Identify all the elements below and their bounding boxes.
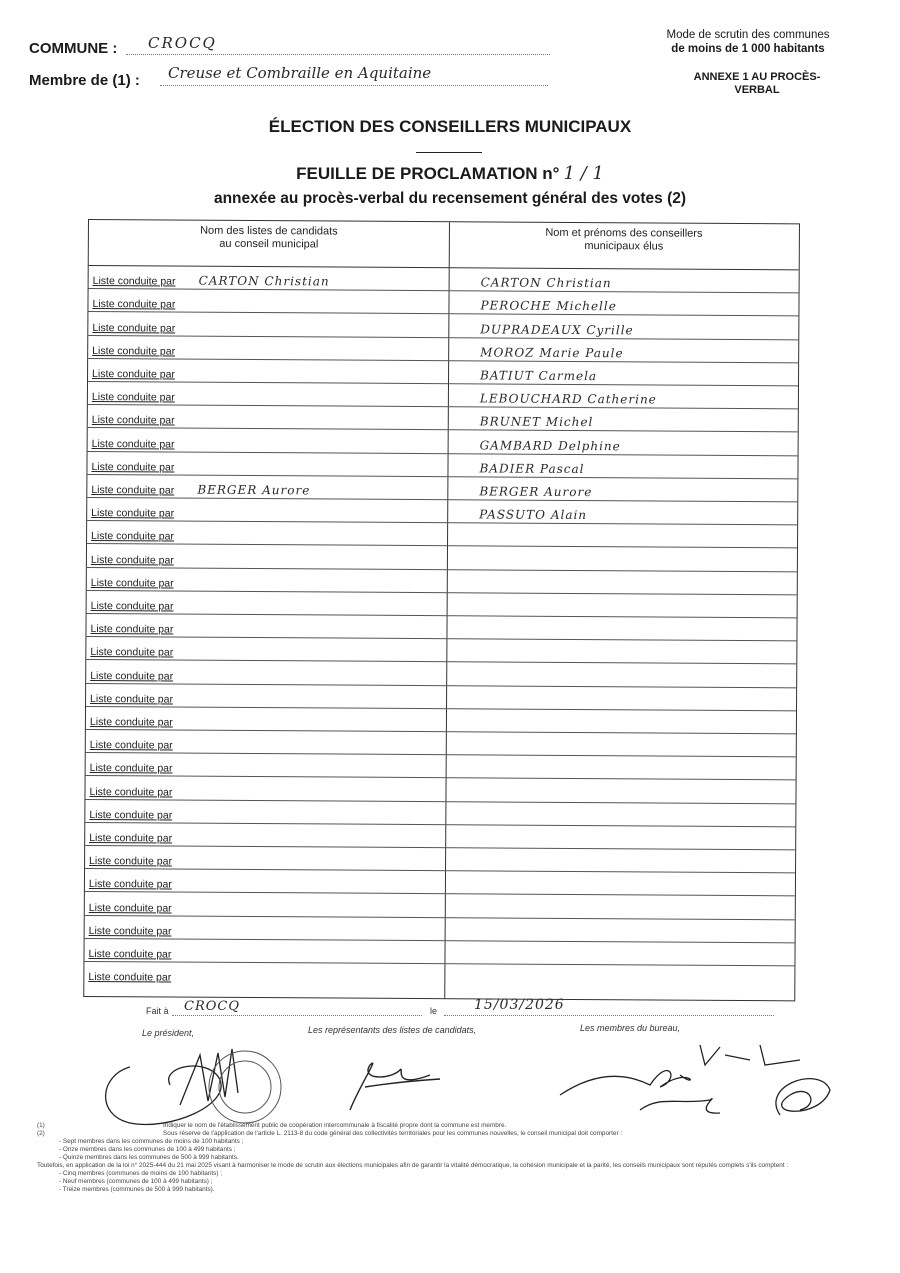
liste-conduite-label: Liste conduite par (88, 901, 172, 915)
commune-field (126, 36, 550, 55)
footnote-bullet: - Cinq membres (communes de moins de 100 habitants) ; (59, 1170, 223, 1177)
feuille-title (0, 163, 900, 184)
footnote-bullet: - Sept membres dans les communes de moins de 100 habitants ; (59, 1138, 244, 1145)
commune-value: CROCQ (148, 34, 217, 52)
footnote-bullet: - Quinze membres dans les communes de 500 à 999 habitants. (59, 1154, 239, 1161)
liste-conduite-label: Liste conduite par (90, 576, 174, 590)
annexe-line2: VERBAL (734, 84, 780, 96)
fait-a-value: CROCQ (184, 999, 240, 1014)
feuille-number: 1 / 1 (563, 163, 604, 184)
elected-councillor: BRUNET Michel (479, 414, 594, 430)
representants-label: Les représentants des listes de candidats, (308, 1025, 477, 1035)
elected-councillor: BATIUT Carmela (480, 368, 598, 384)
footnote-bullet: - Treize membres (communes de 500 à 999 habitants). (59, 1186, 215, 1193)
membre-label: Membre de (1) : (29, 72, 140, 89)
elected-councillor: GAMBARD Delphine (479, 437, 621, 453)
representant-signature (350, 1063, 440, 1110)
col-header-listes (89, 224, 449, 252)
president-signature (106, 1049, 238, 1124)
liste-conduite-label: Liste conduite par (92, 321, 176, 335)
liste-conduite-label: Liste conduite par (92, 368, 175, 381)
liste-conduite-label: Liste conduite par (90, 692, 173, 706)
liste-conduite-label: Liste conduite par (89, 855, 173, 868)
col2-line2: municipaux élus (584, 240, 664, 253)
liste-conduite-label: Liste conduite par (90, 553, 174, 567)
page-title: ÉLECTION DES CONSEILLERS MUNICIPAUX (268, 117, 632, 136)
elected-councillor: MOROZ Marie Paule (480, 345, 624, 361)
liste-conduite-label: Liste conduite par (92, 275, 176, 288)
bureau-signatures (560, 1045, 830, 1115)
annexee-subtitle: annexée au procès-verbal du recensement général des votes (2) (213, 190, 687, 207)
liste-conduite-label: Liste conduite par (89, 785, 173, 799)
le-field (444, 997, 774, 1016)
fait-a-label: Fait à (146, 1006, 169, 1016)
liste-conduite-label: Liste conduite par (92, 344, 176, 358)
liste-conduite-label: Liste conduite par (91, 460, 175, 474)
footnote-1-mark: (1) (37, 1122, 45, 1129)
elected-councillor: PASSUTO Alain (479, 507, 588, 523)
liste-conduite-label: Liste conduite par (91, 484, 175, 497)
liste-conduite-label: Liste conduite par (90, 623, 174, 636)
bullet-text: Neuf membres (communes de 100 à 499 habitants) ; (62, 1178, 213, 1185)
membres-label: Les membres du bureau, (580, 1023, 681, 1033)
elected-councillor: BERGER Aurore (479, 484, 593, 500)
president-label: Le président, (142, 1028, 195, 1038)
membre-field (160, 66, 548, 86)
bullet-text: Cinq membres (communes de moins de 100 habitants) ; (62, 1170, 223, 1177)
liste-head-name: BERGER Aurore (197, 482, 311, 498)
footnote-2-mark: (2) (37, 1130, 45, 1137)
col2-line1: Nom et prénoms des conseillers (545, 226, 703, 240)
liste-conduite-label: Liste conduite par (90, 669, 174, 683)
liste-conduite-label: Liste conduite par (89, 716, 173, 729)
col1-line1: Nom des listes de candidats (200, 224, 338, 238)
liste-head-name: CARTON Christian (198, 273, 330, 289)
proclamation-table (83, 219, 800, 1001)
liste-conduite-label: Liste conduite par (91, 414, 175, 427)
footnote-1: Indiquer le nom de l'établissement public de coopération intercommunale à fiscalité propre dont la commune est membre. (163, 1122, 507, 1129)
fait-a-field (172, 999, 422, 1016)
liste-conduite-label: Liste conduite par (91, 391, 175, 404)
col-header-elus (449, 226, 799, 254)
liste-conduite-label: Liste conduite par (89, 808, 173, 822)
mode-line2: de moins de 1 000 habitants (671, 43, 825, 55)
footnotes (37, 1122, 867, 1194)
liste-conduite-label: Liste conduite par (89, 739, 173, 752)
bullet-text: Quinze membres dans les communes de 500 à 999 habitants. (62, 1154, 239, 1161)
elected-councillor: BADIER Pascal (479, 461, 585, 476)
table-header (89, 220, 799, 270)
bullet-text: Treize membres (communes de 500 à 999 habitants). (62, 1186, 215, 1193)
liste-conduite-label: Liste conduite par (88, 924, 172, 938)
footnote-toutefois: Toutefois, en application de la loi n° 2025-444 du 21 mai 2025 visant à harmoniser le mode de scrutin aux élections municipales afin de garantir la vitalité démocratique, la cohésion municipale et la parité, les conseils municipaux sont réputés complets s'ils comptent : (37, 1162, 789, 1169)
liste-conduite-label: Liste conduite par (91, 437, 175, 451)
signatures-area (60, 1035, 860, 1135)
commune-label: COMMUNE : (29, 40, 118, 57)
footnote-2: Sous réserve de l'application de l'article L. 2113-8 du code général des collectivités territoriales pour les communes nouvelles, le conseil municipal doit comporter : (163, 1130, 623, 1137)
membre-value: Creuse et Combraille en Aquitaine (168, 64, 432, 82)
le-value: 15/03/2026 (474, 997, 565, 1013)
liste-conduite-label: Liste conduite par (88, 878, 172, 891)
annexe-label (662, 71, 852, 97)
elected-councillor: DUPRADEAUX Cyrille (480, 321, 634, 337)
feuille-label: FEUILLE DE PROCLAMATION n° (296, 164, 560, 183)
bullet-text: Onze membres dans les communes de 100 à 499 habitants ; (62, 1146, 236, 1153)
liste-conduite-label: Liste conduite par (89, 832, 173, 845)
bullet-text: Sept membres dans les communes de moins de 100 habitants ; (62, 1138, 244, 1145)
stamp (209, 1051, 281, 1123)
liste-conduite-label: Liste conduite par (89, 762, 173, 775)
liste-conduite-label: Liste conduite par (92, 298, 176, 311)
le-label: le (430, 1006, 438, 1016)
liste-conduite-label: Liste conduite par (91, 530, 174, 543)
liste-conduite-label: Liste conduite par (90, 600, 174, 613)
col1-line2: au conseil municipal (219, 237, 319, 251)
liste-conduite-label: Liste conduite par (88, 948, 172, 961)
footnote-bullet: - Neuf membres (communes de 100 à 499 habitants) ; (59, 1178, 213, 1185)
liste-conduite-label: Liste conduite par (90, 646, 174, 659)
elected-councillor: PEROCHE Michelle (480, 298, 617, 314)
mode-line1: Mode de scrutin des communes (666, 29, 830, 41)
elected-councillor: CARTON Christian (480, 275, 612, 291)
table-row (84, 961, 794, 989)
liste-conduite-label: Liste conduite par (91, 507, 175, 520)
mode-scrutin (648, 28, 848, 56)
title-divider (416, 152, 482, 153)
liste-conduite-label: Liste conduite par (88, 971, 172, 984)
annexe-line1: ANNEXE 1 AU PROCÈS- (693, 71, 821, 83)
elected-councillor: LEBOUCHARD Catherine (479, 391, 657, 407)
footnote-bullet: - Onze membres dans les communes de 100 à 499 habitants ; (59, 1146, 236, 1153)
